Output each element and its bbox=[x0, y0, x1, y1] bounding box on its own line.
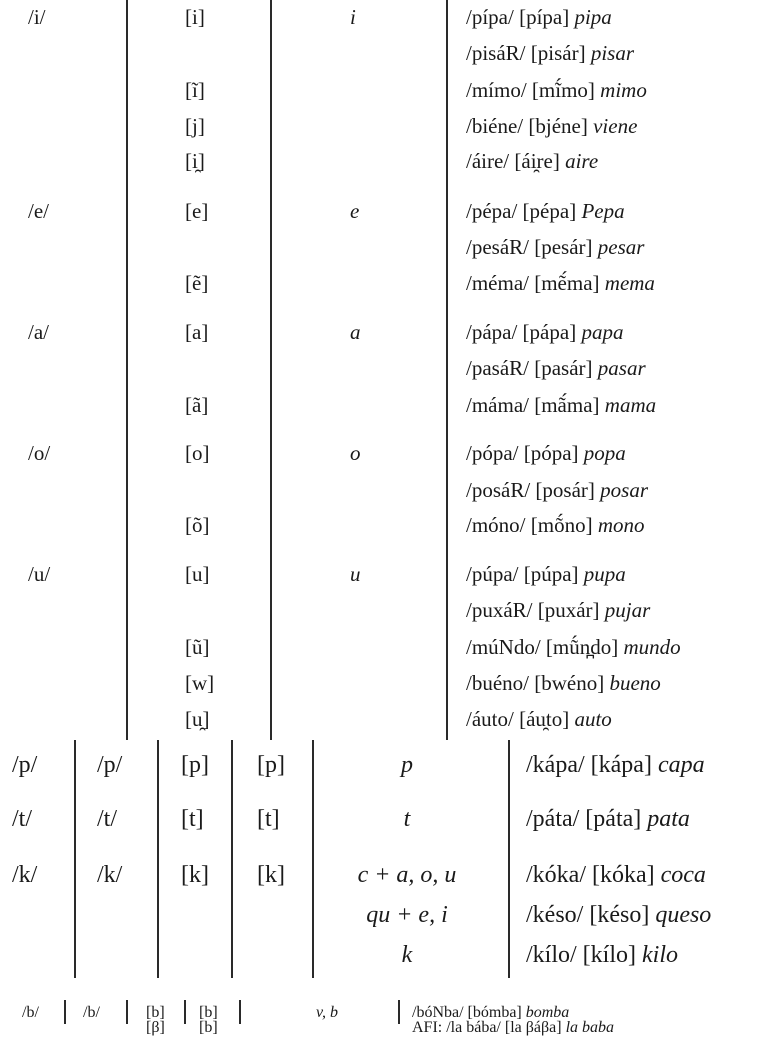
table-row bbox=[0, 148, 768, 188]
example-cell bbox=[526, 940, 678, 970]
example-word: pesar bbox=[597, 235, 645, 259]
example-cell bbox=[466, 234, 644, 260]
allophone-cell: [w] bbox=[185, 671, 215, 695]
phoneme-cell: /k/ bbox=[12, 862, 38, 888]
table-row bbox=[0, 113, 768, 153]
example-transcription: /pópa/ [pópa] bbox=[466, 441, 579, 465]
allophone-cell: [b] bbox=[199, 1019, 218, 1036]
example-transcription: /késo/ [késo] bbox=[526, 902, 650, 928]
example-transcription: /pípa/ [pípa] bbox=[466, 5, 570, 29]
allophone-cell: [t] bbox=[181, 806, 204, 832]
example-transcription: /púpa/ [púpa] bbox=[466, 562, 579, 586]
example-cell bbox=[526, 900, 711, 930]
table-row bbox=[0, 440, 768, 480]
allophone-cell: [p] bbox=[181, 752, 209, 778]
example-word: bomba bbox=[525, 1004, 570, 1021]
grapheme-cell: v, b bbox=[316, 1004, 338, 1021]
example-transcription: /móno/ [mṍno] bbox=[466, 513, 593, 537]
phoneme-cell: /a/ bbox=[28, 320, 49, 344]
allophone-cell: [j] bbox=[185, 114, 205, 138]
example-transcription: /múNdo/ [mṹn̪do] bbox=[466, 635, 619, 659]
example-transcription: /buéno/ [bwéno] bbox=[466, 671, 605, 695]
example-cell bbox=[526, 804, 690, 834]
example-cell bbox=[526, 860, 706, 890]
allophone-cell: [i] bbox=[185, 5, 205, 29]
example-cell bbox=[466, 561, 626, 587]
table-row bbox=[0, 198, 768, 238]
example-word: pata bbox=[647, 806, 690, 832]
example-cell bbox=[466, 706, 612, 732]
allophone-cell: [β] bbox=[146, 1019, 165, 1036]
example-word: pipa bbox=[574, 5, 612, 29]
example-cell bbox=[466, 512, 645, 538]
table-row bbox=[0, 512, 768, 552]
example-word: mama bbox=[604, 393, 657, 417]
example-cell bbox=[466, 392, 656, 418]
example-transcription: /posáR/ [posár] bbox=[466, 478, 595, 502]
table-row bbox=[0, 234, 768, 274]
example-word: viene bbox=[593, 114, 638, 138]
example-transcription: /biéne/ [bjéne] bbox=[466, 114, 588, 138]
example-cell bbox=[466, 634, 681, 660]
example-word: Pepa bbox=[581, 199, 625, 223]
allophone-cell: [k] bbox=[181, 862, 209, 888]
phoneme-cell: /e/ bbox=[28, 199, 49, 223]
example-cell bbox=[466, 270, 655, 296]
example-transcription: /pépa/ [pépa] bbox=[466, 199, 577, 223]
grapheme-cell: qu + e, i bbox=[366, 902, 448, 928]
grapheme-cell: o bbox=[350, 441, 361, 465]
table-row bbox=[0, 4, 768, 44]
phoneme-cell: /k/ bbox=[97, 862, 123, 888]
example-word: pupa bbox=[583, 562, 626, 586]
table-row bbox=[0, 670, 768, 710]
grapheme-cell: c + a, o, u bbox=[357, 862, 457, 888]
allophone-cell: [u] bbox=[185, 562, 210, 586]
column-divider bbox=[184, 1000, 186, 1024]
example-cell bbox=[466, 77, 647, 103]
example-cell bbox=[466, 148, 598, 174]
example-word: papa bbox=[581, 320, 624, 344]
phoneme-cell: /b/ bbox=[83, 1004, 100, 1021]
example-word: pujar bbox=[604, 598, 651, 622]
example-cell bbox=[466, 198, 625, 224]
example-cell bbox=[466, 40, 634, 66]
stop-table bbox=[0, 740, 768, 1000]
table-row bbox=[0, 392, 768, 432]
allophone-cell: [t] bbox=[257, 806, 280, 832]
example-cell bbox=[466, 319, 623, 345]
example-word: pisar bbox=[590, 41, 634, 65]
example-word: queso bbox=[655, 902, 712, 928]
example-cell bbox=[466, 113, 637, 139]
grapheme-cell: p bbox=[401, 752, 413, 778]
example-word: mimo bbox=[600, 78, 647, 102]
allophone-cell: [õ] bbox=[185, 513, 210, 537]
table-row bbox=[0, 597, 768, 637]
table-row bbox=[0, 40, 768, 80]
example-word: la baba bbox=[565, 1019, 615, 1036]
example-transcription: /pesáR/ [pesár] bbox=[466, 235, 593, 259]
example-transcription: /kápa/ [kápa] bbox=[526, 752, 652, 778]
example-word: pasar bbox=[597, 356, 646, 380]
column-divider bbox=[64, 1000, 66, 1024]
phoneme-cell: /t/ bbox=[12, 806, 33, 832]
example-transcription: /kílo/ [kílo] bbox=[526, 942, 636, 968]
phoneme-cell: /b/ bbox=[22, 1004, 39, 1021]
example-word: popa bbox=[583, 441, 626, 465]
allophone-cell: [u̯] bbox=[185, 707, 210, 731]
grapheme-cell: e bbox=[350, 199, 360, 223]
example-word: bueno bbox=[609, 671, 661, 695]
grapheme-cell: i bbox=[350, 5, 356, 29]
phoneme-cell: /i/ bbox=[28, 5, 46, 29]
allophone-cell: [i̯] bbox=[185, 149, 205, 173]
example-transcription: /máma/ [mã́ma] bbox=[466, 393, 600, 417]
example-transcription: /pisáR/ [pisár] bbox=[466, 41, 586, 65]
column-divider bbox=[508, 740, 510, 978]
allophone-cell: [k] bbox=[257, 862, 285, 888]
example-cell bbox=[526, 750, 705, 780]
allophone-cell: [ĩ] bbox=[185, 78, 205, 102]
grapheme-cell: k bbox=[401, 942, 413, 968]
table-row bbox=[0, 270, 768, 310]
example-transcription: AFI: /la bába/ [la βáβa] bbox=[412, 1019, 562, 1036]
example-transcription: /áire/ [ái̯re] bbox=[466, 149, 560, 173]
allophone-cell: [o] bbox=[185, 441, 210, 465]
example-word: capa bbox=[657, 752, 705, 778]
example-transcription: /kóka/ [kóka] bbox=[526, 862, 655, 888]
column-divider bbox=[74, 740, 76, 978]
column-divider bbox=[157, 740, 159, 978]
example-word: mema bbox=[604, 271, 655, 295]
phoneme-cell: /p/ bbox=[12, 752, 38, 778]
grapheme-cell: a bbox=[350, 320, 361, 344]
example-transcription: /bóNba/ [bómba] bbox=[412, 1004, 522, 1021]
example-word: mundo bbox=[623, 635, 681, 659]
column-divider bbox=[126, 1000, 128, 1024]
phoneme-cell: /p/ bbox=[97, 752, 123, 778]
example-cell bbox=[466, 597, 650, 623]
example-transcription: /páta/ [páta] bbox=[526, 806, 642, 832]
example-word: posar bbox=[600, 478, 649, 502]
example-word: mono bbox=[597, 513, 645, 537]
example-word: aire bbox=[565, 149, 599, 173]
example-cell bbox=[466, 440, 626, 466]
table-row bbox=[0, 319, 768, 359]
example-transcription: /pápa/ [pápa] bbox=[466, 320, 577, 344]
allophone-cell: [e] bbox=[185, 199, 209, 223]
phoneme-cell: /o/ bbox=[28, 441, 51, 465]
example-transcription: /mímo/ [mĩ́mo] bbox=[466, 78, 595, 102]
table-row bbox=[0, 634, 768, 674]
grapheme-cell: t bbox=[403, 806, 411, 832]
table-row bbox=[0, 355, 768, 395]
allophone-cell: [p] bbox=[257, 752, 285, 778]
example-word: kilo bbox=[642, 942, 678, 968]
example-cell bbox=[466, 477, 648, 503]
example-cell bbox=[466, 4, 612, 30]
table-row bbox=[0, 561, 768, 601]
example-transcription: /puxáR/ [puxár] bbox=[466, 598, 600, 622]
table-row bbox=[0, 77, 768, 117]
table-row bbox=[0, 477, 768, 517]
column-divider bbox=[398, 1000, 400, 1024]
bilabial-table bbox=[0, 1000, 768, 1036]
allophone-cell: [ã] bbox=[185, 393, 209, 417]
phoneme-cell: /u/ bbox=[28, 562, 51, 586]
allophone-cell: [a] bbox=[185, 320, 209, 344]
column-divider bbox=[231, 740, 233, 978]
allophone-cell: [ũ] bbox=[185, 635, 210, 659]
allophone-cell: [b] bbox=[146, 1004, 165, 1021]
example-transcription: /áuto/ [áu̯to] bbox=[466, 707, 570, 731]
example-cell bbox=[412, 1018, 614, 1038]
example-word: auto bbox=[574, 707, 612, 731]
example-cell bbox=[466, 670, 661, 696]
column-divider bbox=[239, 1000, 241, 1024]
grapheme-cell: u bbox=[350, 562, 361, 586]
example-cell bbox=[466, 355, 646, 381]
example-transcription: /pasáR/ [pasár] bbox=[466, 356, 593, 380]
allophone-cell: [b] bbox=[199, 1004, 218, 1021]
phoneme-cell: /t/ bbox=[97, 806, 118, 832]
example-transcription: /méma/ [mẽ́ma] bbox=[466, 271, 600, 295]
allophone-cell: [ẽ] bbox=[185, 271, 209, 295]
example-word: coca bbox=[660, 862, 706, 888]
